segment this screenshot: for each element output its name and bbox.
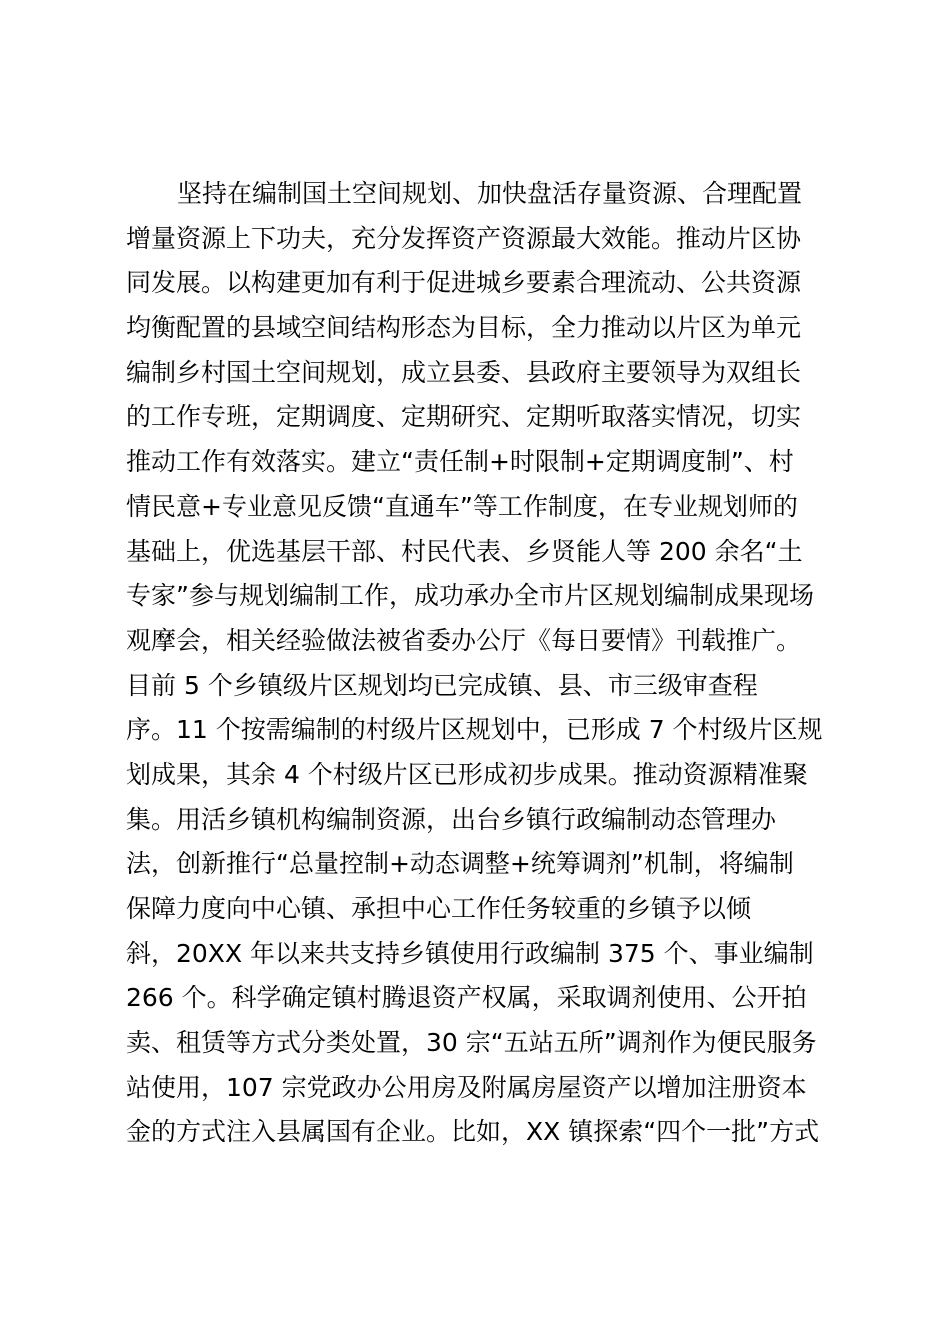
text-line: 观摩会，相关经验做法被省委办公厅《每日要情》刊载推广。 <box>126 625 802 655</box>
text-line: 情民意+专业意见反馈“直通车”等工作制度，在专业规划师的 <box>126 491 798 521</box>
body-paragraph <box>126 172 846 1155</box>
text-line: 站使用，107 宗党政办公用房及附属房屋资产以增加注册资本 <box>126 1072 807 1102</box>
text-line: 集。用活乡镇机构编制资源，出台乡镇行政编制动态管理办 <box>126 804 777 834</box>
text-line: 划成果，其余 4 个村级片区已形成初步成果。推动资源精准聚 <box>126 759 808 789</box>
text-line: 斜，20XX 年以来共支持乡镇使用行政编制 375 个、事业编制 <box>126 938 814 968</box>
text-line: 基础上，优选基层干部、村民代表、乡贤能人等 200 余名“土 <box>126 536 803 566</box>
text-line: 的工作专班，定期调度、定期研究、定期听取落实情况，切实 <box>126 402 802 432</box>
text-line: 推动工作有效落实。建立“责任制+时限制+定期调度制”、村 <box>126 447 794 477</box>
text-line: 序。11 个按需编制的村级片区规划中，已形成 7 个村级片区规 <box>126 715 823 745</box>
text-line: 266 个。科学确定镇村腾退资产权属，采取调剂使用、公开拍 <box>126 983 807 1013</box>
text-line: 编制乡村国土空间规划，成立县委、县政府主要领导为双组长 <box>126 357 802 387</box>
text-line: 同发展。以构建更加有利于促进城乡要素合理流动、公共资源 <box>126 268 802 298</box>
text-line: 保障力度向中心镇、承担中心工作任务较重的乡镇予以倾 <box>126 894 752 923</box>
text-line: 金的方式注入县属国有企业。比如，XX 镇探索“四个一批”方式 <box>126 1117 820 1147</box>
text-line: 增量资源上下功夫，充分发挥资产资源最大效能。推动片区协 <box>126 223 802 253</box>
text-line: 法，创新推行“总量控制+动态调整+统筹调剂”机制，将编制 <box>126 849 794 879</box>
text-line: 均衡配置的县域空间结构形态为目标，全力推动以片区为单元 <box>126 313 802 343</box>
text-line: 目前 5 个乡镇级片区规划均已完成镇、县、市三级审查程 <box>126 670 758 700</box>
text-line: 卖、租赁等方式分类处置，30 宗“五站五所”调剂作为便民服务 <box>126 1028 817 1058</box>
text-line: 坚持在编制国土空间规划、加快盘活存量资源、合理配置 <box>177 179 803 208</box>
text-line: 专家”参与规划编制工作，成功承办全市片区规划编制成果现场 <box>126 581 814 611</box>
